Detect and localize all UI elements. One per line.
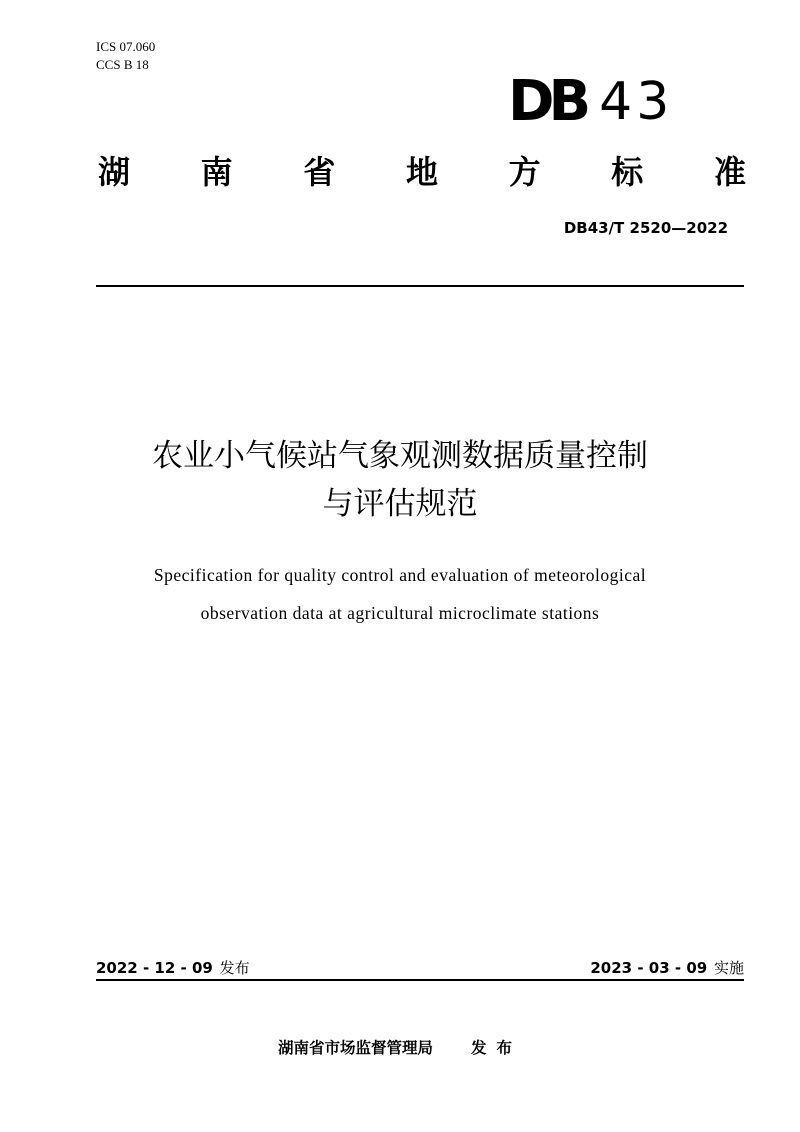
chinese-title-line-1: 农业小气候站气象观测数据质量控制 [152, 438, 648, 474]
standard-type-char: 方 [508, 153, 541, 191]
implement-date: 2023 - 03 - 09 [590, 959, 708, 977]
logo-province-number: 43 [599, 72, 674, 132]
implement-label: 实施 [713, 959, 744, 977]
db-logo [508, 69, 674, 134]
standard-type-char: 准 [713, 153, 746, 191]
publish-label: 发布 [219, 959, 250, 977]
english-title [60, 556, 740, 632]
standard-type-char: 省 [303, 153, 336, 191]
publish-date: 2022 - 12 - 09 [96, 959, 213, 977]
standard-type-char: 南 [200, 153, 233, 191]
chinese-title-line-2: 与评估规范 [322, 486, 478, 522]
standard-type-title [98, 150, 746, 194]
issue-action: 发布 [471, 1039, 523, 1057]
issuer-line [0, 1036, 800, 1058]
standard-type-char: 湖 [98, 153, 131, 191]
publish-date-block [96, 957, 250, 978]
ccs-code: CCS B 18 [96, 57, 149, 72]
english-title-line-1: Specification for quality control and evaluation of meteorological [153, 565, 647, 585]
ics-code: ICS 07.060 [96, 39, 156, 54]
classification-codes [96, 38, 155, 74]
issuing-organization: 湖南省市场监督管理局 [277, 1039, 433, 1057]
chinese-title [60, 432, 740, 528]
standard-type-char: 地 [405, 153, 438, 191]
top-divider [96, 285, 744, 287]
standard-number: DB43/T 2520—2022 [563, 219, 728, 237]
bottom-divider [96, 979, 744, 981]
standard-type-char: 标 [611, 153, 644, 191]
implement-date-block [590, 957, 744, 978]
logo-db-letters: DB [508, 69, 586, 134]
english-title-line-2: observation data at agricultural microclimate stations [200, 603, 600, 623]
